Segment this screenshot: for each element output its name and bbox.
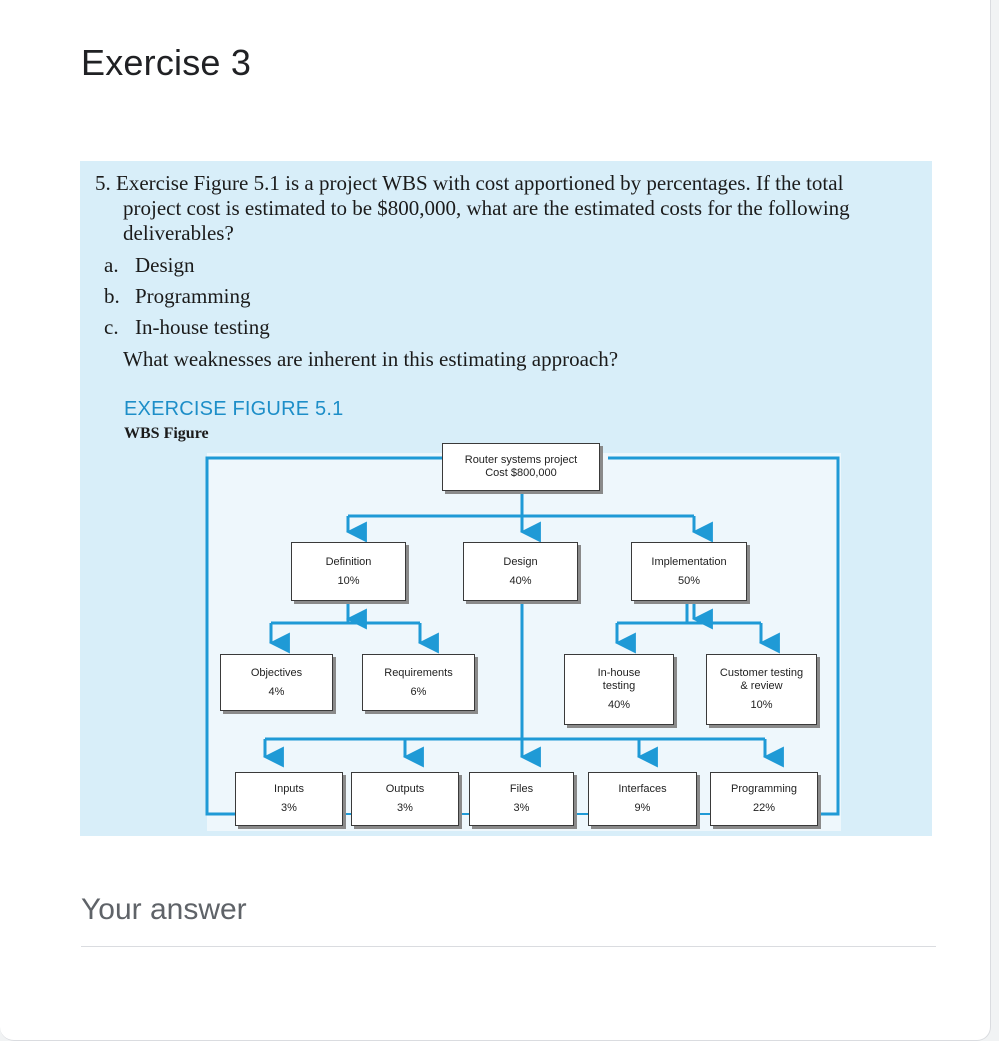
- objectives-label: Objectives: [250, 666, 303, 679]
- definition-label: Definition: [325, 555, 372, 568]
- inhouse-value: 40%: [607, 699, 631, 711]
- wbs-root: [442, 443, 600, 491]
- prompt-line-3: deliverables?: [123, 221, 234, 245]
- wbs-customer-testing: [706, 654, 817, 725]
- figure-heading: EXERCISE FIGURE 5.1: [124, 398, 344, 420]
- definition-value: 10%: [337, 574, 360, 587]
- inhouse-label-2: testing: [602, 680, 636, 692]
- wbs-outputs: [351, 772, 459, 826]
- item-a-text: Design: [135, 253, 195, 277]
- right-rail: [608, 458, 838, 814]
- programming-label: Programming: [730, 783, 798, 795]
- item-c-text: In-house testing: [135, 315, 270, 339]
- requirements-label: Requirements: [384, 666, 453, 679]
- design-label: Design: [503, 555, 538, 568]
- inhouse-label-1: In-house: [597, 667, 641, 679]
- root-cost: Cost $800,000: [485, 467, 557, 479]
- wbs-connectors: [80, 161, 932, 836]
- customer-label-2: & review: [740, 680, 783, 692]
- outputs-value: 3%: [397, 802, 413, 814]
- wbs-inputs: [235, 772, 343, 826]
- files-value: 3%: [513, 802, 530, 814]
- files-label: Files: [509, 783, 534, 795]
- left-rail: [207, 458, 442, 814]
- implementation-label: Implementation: [651, 555, 727, 568]
- item-a-marker: a.: [104, 253, 119, 277]
- wbs-definition: [291, 542, 406, 601]
- followup-question: What weaknesses are inherent in this estimating approach?: [123, 347, 619, 371]
- wbs-interfaces: [588, 772, 697, 826]
- item-b-text: Programming: [135, 284, 251, 308]
- wbs-implementation: [631, 542, 747, 601]
- item-c-marker: c.: [104, 315, 119, 339]
- item-b-marker: b.: [104, 284, 120, 308]
- question-title: Exercise 3: [81, 42, 252, 83]
- requirements-value: 6%: [410, 685, 427, 698]
- answer-input[interactable]: [81, 936, 936, 947]
- answer-label: Your answer: [81, 893, 247, 926]
- interfaces-value: 9%: [634, 802, 651, 814]
- wbs-inhouse-testing: [564, 654, 674, 725]
- customer-value: 10%: [750, 699, 773, 711]
- figure-subheading: WBS Figure: [124, 425, 209, 442]
- interfaces-label: Interfaces: [618, 783, 667, 795]
- wbs-requirements: [362, 654, 475, 711]
- customer-label-1: Customer testing: [719, 667, 804, 679]
- connector-lines: [207, 458, 838, 814]
- prompt-line-1: 5. Exercise Figure 5.1 is a project WBS with cost apportioned by percentages. If the total: [95, 171, 844, 195]
- implementation-value: 50%: [677, 574, 701, 587]
- design-value: 40%: [509, 574, 532, 587]
- wbs-objectives: [220, 654, 333, 711]
- inputs-value: 3%: [281, 802, 297, 814]
- inputs-label: Inputs: [274, 783, 304, 795]
- wbs-files: [469, 772, 574, 826]
- prompt-line-2: project cost is estimated to be $800,000, what are the estimated costs for the following: [123, 196, 850, 220]
- exercise-image: [80, 161, 932, 836]
- programming-value: 22%: [752, 802, 776, 814]
- root-title: Router systems project: [464, 454, 578, 466]
- wbs-design: [463, 542, 578, 601]
- outputs-label: Outputs: [385, 783, 425, 795]
- wbs-programming: [710, 772, 818, 826]
- objectives-value: 4%: [268, 685, 285, 698]
